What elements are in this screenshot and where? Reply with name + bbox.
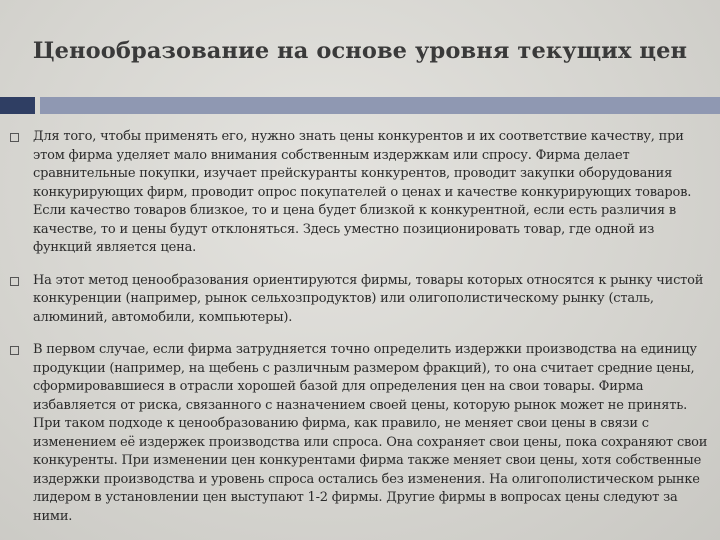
title-divider-bar <box>0 97 720 114</box>
hollow-square-bullet-icon <box>10 346 19 355</box>
bullet-text: На этот метод ценообразования ориентируются фирмы, товары которых относятся к рынку чистой конкуренции (например, рынок сельхозпродуктов) или олигополистическому рынку (сталь, алюминий, автомобили, компьютеры). <box>33 272 704 325</box>
bullet-text: Для того, чтобы применять его, нужно знать цены конкурентов и их соответствие качеству, при этом фирма уделяет мало внимания собственным издержкам или спросу. Фирма делает сравнительные покупки, изучает прейскуранты конкурентов, проводит закупки оборудования конкурирующих фирм, проводит опрос покупателей о ценах и качестве конкурирующих товаров. Если качество товаров близкое, то и цена будет близкой к конкурентной, если есть различия в качестве, то и цены будут отклоняться. Здесь уместно позиционировать товар, где одной из функций является цена. <box>33 129 692 255</box>
bullet-text: В первом случае, если фирма затрудняется точно определить издержки производства на единицу продукции (например, на щебень с различным размером фракций), то она считает средние цены, сформировавшиеся в отрасли хорошей базой для определения цен на свои товары. Фирма избавляется от риска, связанного с назначением своей цены, которую рынок может не принять. При таком подходе к ценообразованию фирма, как правило, не меняет свои цены в связи с изменением её издержек производства или спроса. Она сохраняет свои цены, пока сохраняют свои конкуренты. При изменении цен конкурентами фирма также меняет свои цены, хотя собственные издержки производства и уровень спроса остались без изменения. На олигополистическом рынке лидером в установлении цен выступают 1-2 фирмы. Другие фирмы в вопросах цены следуют за ними. <box>33 342 708 524</box>
divider-accent-light <box>40 97 720 114</box>
divider-accent-dark <box>0 97 35 114</box>
bullet-item <box>8 341 714 526</box>
slide-title: Ценообразование на основе уровня текущих цен <box>32 38 688 64</box>
bullet-item <box>8 128 714 258</box>
hollow-square-bullet-icon <box>10 133 19 142</box>
hollow-square-bullet-icon <box>10 277 19 286</box>
bullet-item <box>8 272 714 328</box>
slide-content <box>8 128 714 540</box>
